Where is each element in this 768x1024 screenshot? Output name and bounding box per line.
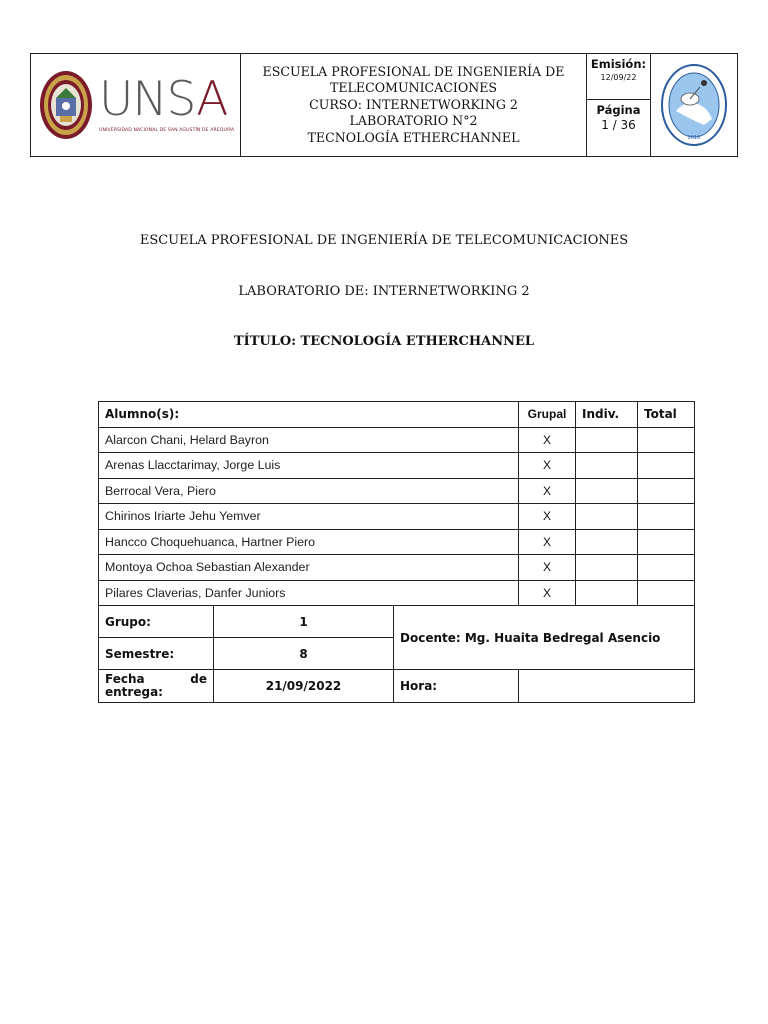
indiv-cell: [576, 504, 638, 530]
indiv-cell: [576, 453, 638, 479]
table-header-row: [99, 402, 695, 428]
table-row: [99, 555, 695, 581]
pagina-box: [587, 100, 650, 156]
table-row: [99, 427, 695, 453]
header-title-line: TELECOMUNICACIONES: [329, 80, 498, 96]
header-meta: [587, 54, 651, 156]
total-cell: [638, 478, 695, 504]
unsa-logo: [31, 54, 241, 156]
lab-name: LABORATORIO DE: INTERNETWORKING 2: [238, 284, 530, 299]
pagina-label: Página: [596, 103, 641, 117]
unsa-crest-icon: [39, 70, 93, 140]
info-table: [98, 605, 695, 703]
total-cell: [638, 529, 695, 555]
total-cell: [638, 580, 695, 606]
header-grupal: Grupal: [519, 402, 576, 428]
grupo-value: 1: [214, 606, 394, 638]
indiv-cell: [576, 478, 638, 504]
student-name: Berrocal Vera, Piero: [99, 478, 519, 504]
school-name: ESCUELA PROFESIONAL DE INGENIERÍA DE TELECOMUNICACIONES: [139, 233, 629, 248]
table-row: [99, 529, 695, 555]
total-cell: [638, 427, 695, 453]
grupal-mark: X: [519, 555, 576, 581]
header-title-line: LABORATORIO N°2: [349, 113, 478, 129]
school-seal: [651, 54, 737, 156]
fecha-label-word: Fecha: [105, 672, 145, 686]
grupal-mark: X: [519, 478, 576, 504]
grupal-mark: X: [519, 504, 576, 530]
table-row: [99, 504, 695, 530]
logo-subtitle: UNIVERSIDAD NACIONAL DE SAN AGUSTÍN DE AREQUIPA: [99, 127, 235, 133]
logo-text: UNS: [99, 71, 197, 127]
document-title: TÍTULO: TECNOLOGÍA ETHERCHANNEL: [233, 334, 535, 349]
fecha-label: [99, 670, 214, 703]
hora-label: Hora:: [394, 670, 519, 703]
grupal-mark: X: [519, 453, 576, 479]
docente: Docente: Mg. Huaita Bedregal Asencio: [394, 606, 695, 670]
student-name: Montoya Ochoa Sebastian Alexander: [99, 555, 519, 581]
student-name: Arenas Llacctarimay, Jorge Luis: [99, 453, 519, 479]
fecha-label-word: entrega:: [105, 685, 163, 699]
fecha-value: 21/09/2022: [214, 670, 394, 703]
indiv-cell: [576, 555, 638, 581]
telecom-seal-icon: [660, 63, 728, 147]
fecha-row: [99, 670, 695, 703]
total-cell: [638, 555, 695, 581]
header-title-line: CURSO: INTERNETWORKING 2: [309, 96, 518, 112]
indiv-cell: [576, 529, 638, 555]
students-table: [98, 401, 695, 606]
total-cell: [638, 504, 695, 530]
document-header: [30, 53, 738, 157]
emision-label: Emisión:: [590, 57, 647, 71]
semestre-value: 8: [214, 638, 394, 670]
seal-year: 2016: [687, 135, 701, 141]
grupal-mark: X: [519, 580, 576, 606]
header-title: [241, 54, 587, 156]
indiv-cell: [576, 580, 638, 606]
student-name: Pilares Claverias, Danfer Juniors: [99, 580, 519, 606]
pagina-value: 1 / 36: [601, 118, 636, 132]
header-total: Total: [638, 402, 695, 428]
total-cell: [638, 453, 695, 479]
header-title-line: TECNOLOGÍA ETHERCHANNEL: [307, 129, 520, 145]
student-name: Alarcon Chani, Helard Bayron: [99, 427, 519, 453]
grupo-row: [99, 606, 695, 638]
header-title-line: ESCUELA PROFESIONAL DE INGENIERÍA DE: [262, 63, 565, 79]
header-indiv: Indiv.: [576, 402, 638, 428]
grupo-label: Grupo:: [99, 606, 214, 638]
fecha-label-word: de: [190, 672, 207, 686]
emision-date: 12/09/22: [600, 73, 637, 82]
grupal-mark: X: [519, 427, 576, 453]
indiv-cell: [576, 427, 638, 453]
header-alumnos: Alumno(s):: [99, 402, 519, 428]
grupal-mark: X: [519, 529, 576, 555]
semestre-label: Semestre:: [99, 638, 214, 670]
table-row: [99, 453, 695, 479]
hora-value: [519, 670, 695, 703]
student-name: Chirinos Iriarte Jehu Yemver: [99, 504, 519, 530]
student-name: Hancco Choquehuanca, Hartner Piero: [99, 529, 519, 555]
emision-box: [587, 54, 650, 100]
table-row: [99, 580, 695, 606]
logo-text-accent: A: [196, 71, 228, 127]
table-row: [99, 478, 695, 504]
